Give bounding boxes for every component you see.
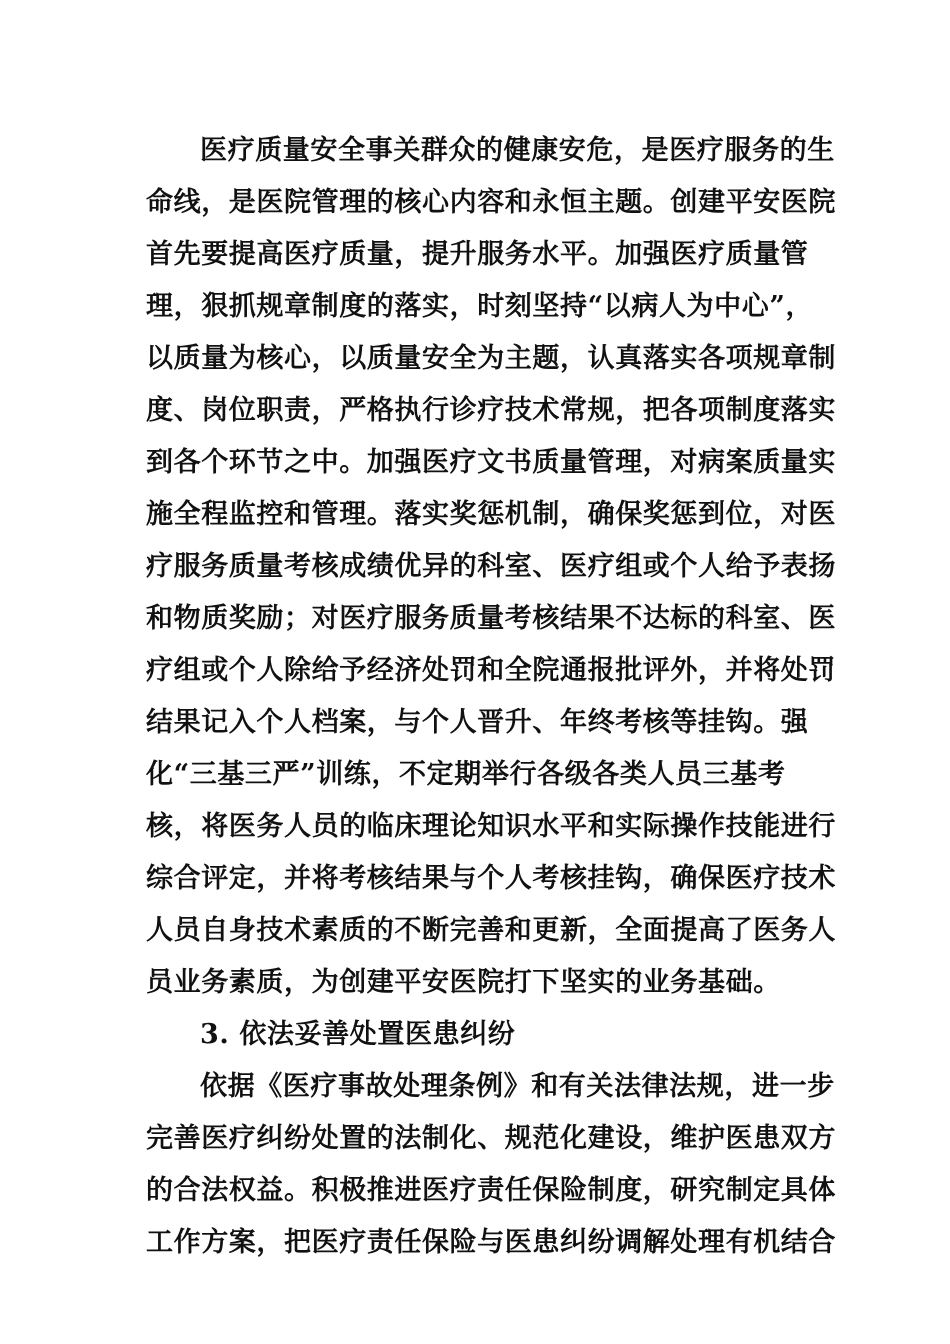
paragraph-line: 人员自身技术素质的不断完善和更新，全面提高了医务人 (146, 915, 836, 946)
paragraph-line: 化“三基三严”训练，不定期举行各级各类人员三基考 (146, 759, 786, 790)
paragraph-line: 核，将医务人员的临床理论知识水平和实际操作技能进行 (146, 811, 836, 842)
paragraph-line: 理，狠抓规章制度的落实，时刻坚持“以病人为中心”， (146, 291, 814, 322)
paragraph-line: 依据《医疗事故处理条例》和有关法律法规，进一步 (200, 1071, 835, 1102)
paragraph-line: 员业务素质，为创建平安医院打下坚实的业务基础。 (146, 967, 781, 998)
paragraph-line: 结果记入个人档案，与个人晋升、年终考核等挂钩。强 (146, 707, 809, 738)
paragraph-line: 医疗质量安全事关群众的健康安危，是医疗服务的生 (200, 135, 835, 166)
paragraph-line: 度、岗位职责，严格执行诊疗技术常规，把各项制度落实 (146, 395, 836, 426)
paragraph-line: 完善医疗纠纷处置的法制化、规范化建设，维护医患双方 (146, 1123, 836, 1154)
paragraph-line: 命线，是医院管理的核心内容和永恒主题。创建平安医院 (146, 187, 836, 218)
paragraph-line: 施全程监控和管理。落实奖惩机制，确保奖惩到位，对医 (146, 499, 836, 530)
paragraph-line: 的合法权益。积极推进医疗责任保险制度，研究制定具体 (146, 1175, 836, 1206)
paragraph-line: 和物质奖励；对医疗服务质量考核结果不达标的科室、医 (146, 603, 836, 634)
paragraph-line: 到各个环节之中。加强医疗文书质量管理，对病案质量实 (146, 447, 836, 478)
paragraph-line: 工作方案，把医疗责任保险与医患纠纷调解处理有机结合 (146, 1227, 836, 1258)
section-heading: 3. 依法妥善处置医患纠纷 (200, 1019, 516, 1050)
paragraph-line: 疗服务质量考核成绩优异的科室、医疗组或个人给予表扬 (146, 551, 836, 582)
paragraph-line: 以质量为核心，以质量安全为主题，认真落实各项规章制 (146, 343, 836, 374)
paragraph-line: 首先要提高医疗质量，提升服务水平。加强医疗质量管 (146, 239, 809, 270)
paragraph-line: 综合评定，并将考核结果与个人考核挂钩，确保医疗技术 (146, 863, 836, 894)
paragraph-line: 疗组或个人除给予经济处罚和全院通报批评外，并将处罚 (146, 655, 836, 686)
